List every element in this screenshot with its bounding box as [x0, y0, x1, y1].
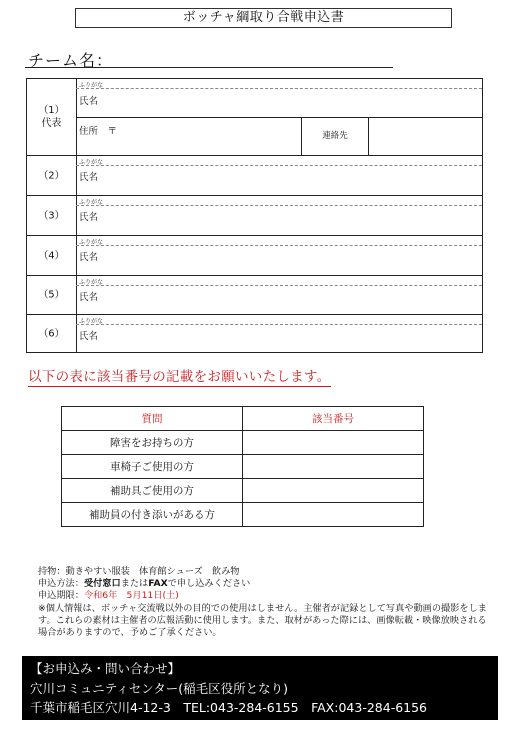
question-cell: 補助員の付き添いがある方 [62, 503, 243, 527]
items-line: 持物：動きやすい服装 体育館シューズ 飲み物 [38, 566, 240, 577]
furigana-field[interactable] [76, 285, 482, 286]
question-cell: 車椅子ご使用の方 [62, 455, 243, 479]
contact-label[interactable]: 連絡先 [301, 117, 369, 155]
members-table [26, 78, 483, 353]
representative-label: 代表 [41, 118, 62, 129]
name-label[interactable]: 氏名 [79, 212, 99, 223]
member-row-6 [27, 315, 482, 352]
answer-cell[interactable] [243, 479, 424, 503]
contact-footer [22, 656, 498, 720]
furigana-label: ふりがな [79, 159, 104, 166]
member-row-5 [27, 276, 482, 315]
footer-address: 千葉市稲毛区穴川4-12-3 TEL:043-284-6155 FAX:043-284-6156 [30, 700, 428, 715]
answer-cell[interactable] [243, 455, 424, 479]
team-name-label: チーム名： [28, 51, 114, 70]
furigana-label: ふりがな [79, 199, 104, 206]
furigana-label: ふりがな [79, 279, 104, 286]
furigana-field[interactable] [76, 165, 482, 166]
furigana-field[interactable] [76, 324, 482, 325]
name-label[interactable]: 氏名 [79, 252, 99, 263]
member-number: （6） [27, 315, 77, 352]
name-label[interactable]: 氏名 [79, 96, 99, 107]
number-header: 該当番号 [243, 407, 424, 431]
team-name-field[interactable] [25, 67, 393, 68]
furigana-field[interactable] [76, 245, 482, 246]
furigana-label: ふりがな [79, 82, 104, 89]
member-row-1 [27, 79, 482, 156]
deadline-line: 申込期限：令和6年 5月11日(土) [38, 590, 179, 602]
question-cell: 障害をお持ちの方 [62, 431, 243, 455]
table-row [62, 431, 424, 455]
question-cell: 補助具ご使用の方 [62, 479, 243, 503]
address-label[interactable]: 住所 〒 [79, 126, 118, 137]
answer-cell[interactable] [243, 431, 424, 455]
privacy-note: ※個人情報は、ボッチャ交流戦以外の目的での使用はしません。主催者が記録として写真や動画の撮影をします。これらの素材は主催者の広報活動に使用します。また、取材があった際には、画像転載・映像放映される場合がありますので、予めご了承ください。 [38, 602, 487, 639]
footer-heading: 【お申込み・問い合わせ】 [30, 661, 181, 676]
footer-venue: 穴川コミュニティセンター(稲毛区役所となり) [30, 680, 289, 696]
member-row-4 [27, 236, 482, 276]
name-label[interactable]: 氏名 [79, 172, 99, 183]
furigana-field[interactable] [76, 205, 482, 206]
notes-section [38, 566, 490, 639]
table-row [62, 455, 424, 479]
name-label[interactable]: 氏名 [79, 331, 99, 342]
name-label[interactable]: 氏名 [79, 292, 99, 303]
member-number: （1） 代表 [27, 79, 77, 155]
answer-cell[interactable] [243, 503, 424, 527]
member-number: （3） [27, 196, 77, 235]
question-header: 質問 [62, 407, 243, 431]
member-row-2 [27, 156, 482, 196]
question-table [61, 406, 424, 527]
member-row-3 [27, 196, 482, 236]
furigana-label: ふりがな [79, 239, 104, 246]
form-title: ボッチャ綱取り合戦申込書 [75, 8, 452, 28]
member-number: （5） [27, 276, 77, 314]
table-row [62, 479, 424, 503]
instruction-notice: 以下の表に該当番号の記載をお願いいたします。 [28, 369, 331, 385]
furigana-label: ふりがな [79, 318, 104, 325]
method-line: 申込方法：受付窓口またはFAXで申し込みください [38, 578, 251, 590]
member-number: （2） [27, 156, 77, 195]
furigana-field[interactable] [76, 88, 482, 89]
table-row [62, 503, 424, 527]
member-number: （4） [27, 236, 77, 275]
